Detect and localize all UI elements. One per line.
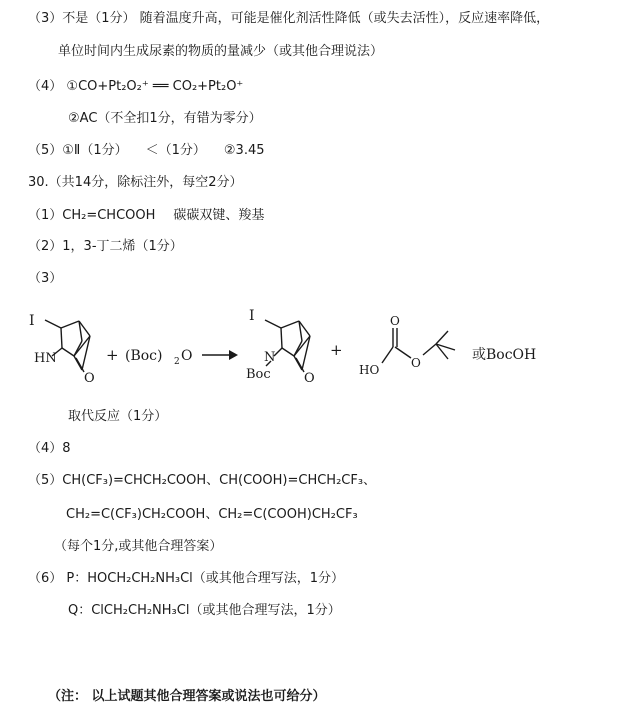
q30-answer3-label: （3） [28,271,63,286]
q30-answer5-line2: CH₂=C(CF₃)CH₂COOH、CH₂=C(COOH)CH₂CF₃ [66,507,358,522]
q4-part1-equation: CO+Pt₂O₂⁺ ══ CO₂+Pt₂O⁺ [78,79,244,94]
byproduct-hydroxyl-label: HO [359,363,380,377]
footer-note: （注： 以上试题其他合理答案或说法也可给分） [48,689,326,704]
q30-answer1-formula: （1）CH₂=CHCOOH [28,208,156,223]
plus-sign-1: + [106,346,119,364]
reactant-nh-label: HN [34,351,57,366]
q4-part1 [28,78,243,96]
q30-answer1-groups: 碳碳双键、羧基 [173,208,265,223]
q4-part2: ②AC（不全扣1分，有错为零分） [68,111,262,126]
q5-line [28,142,265,160]
q4-part1-label: （4） ① [28,79,79,94]
q30-answer6-p: （6） P：HOCH₂CH₂NH₃Cl（或其他合理写法，1分） [28,571,345,586]
reaction-type: 取代反应（1分） [68,409,168,424]
q30-answer5-note: （每个1分,或其他合理答案） [54,539,223,554]
q30-answer2: （2）1，3-丁二烯（1分） [28,239,183,254]
q5-compare: ＜（1分） [145,143,206,158]
byproduct-alt-name: 或BocOH [472,347,537,363]
reaction-scheme [24,298,584,393]
reactant-iodo-label: I [29,313,35,329]
q5-part1: （5）①Ⅱ（1分） [28,143,128,158]
q30-header: 30.（共14分，除标注外，每空2分） [28,175,243,190]
q30-answer1 [28,207,264,225]
byproduct-ester-oxygen: O [411,356,421,370]
q3-line1: （3）不是（1分） 随着温度升高，可能是催化剂活性降低（或失去活性），反应速率降低， [28,11,550,26]
boc-anhydride-oxygen: O [181,348,193,364]
product-n-label: N [264,350,276,365]
q30-answer4: （4）8 [28,441,71,456]
reactant-oxygen-label: O [84,371,95,386]
q5-part2: ②3.45 [223,143,265,158]
boc-anhydride-subscript: 2 [174,357,180,367]
plus-sign-2: + [330,341,343,359]
q30-answer6-q: Q：ClCH₂CH₂NH₃Cl（或其他合理写法，1分） [68,603,341,618]
boc-anhydride-label: (Boc) [125,348,163,364]
product-oxygen-label: O [304,371,315,386]
reaction-arrow [202,350,238,360]
q30-answer5-line1: （5）CH(CF₃)=CHCH₂COOH、CH(COOH)=CHCH₂CF₃、 [28,473,377,488]
product-boc-label: Boc [246,367,271,382]
product-iodo-label: I [249,308,255,324]
q3-line2: 单位时间内生成尿素的物质的量减少（或其他合理说法） [58,44,384,59]
byproduct-carbonyl-oxygen: O [390,314,400,328]
